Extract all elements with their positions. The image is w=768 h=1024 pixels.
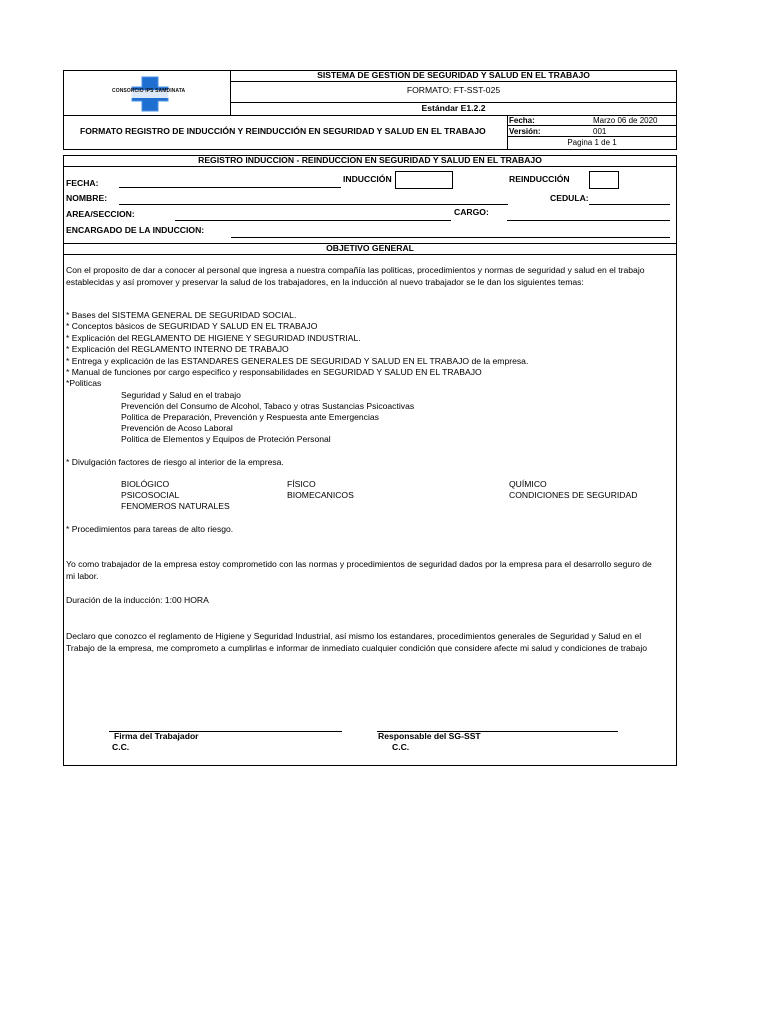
high-risk-procedures: * Procedimientos para tareas de alto riesgo. <box>66 524 234 534</box>
company-logo <box>110 76 190 112</box>
register-title: REGISTRO INDUCCION - REINDUCCION EN SEGURIDAD Y SALUD EN EL TRABAJO <box>198 155 542 165</box>
nombre-label: NOMBRE: <box>66 193 108 203</box>
cargo-field-line[interactable] <box>507 220 670 221</box>
worker-signature-label: Firma del Trabajador <box>114 731 199 741</box>
document-title: FORMATO REGISTRO DE INDUCCIÓN Y REINDUCCIÓN EN SEGURIDAD Y SALUD EN EL TRABAJO <box>80 126 486 136</box>
page-number: Pagina 1 de 1 <box>567 138 617 147</box>
declaration-line-1: Declaro que conozco el reglamento de Higiene y Seguridad Industrial, así mismo los estandares, procedimientos generales de Seguridad y Salud en el <box>66 631 642 641</box>
area-field-line[interactable] <box>175 220 451 221</box>
fecha-field-line[interactable] <box>119 187 341 188</box>
reinduccion-checkbox[interactable] <box>589 171 619 189</box>
topic-item: * Entrega y explicación de las ESTANDARES GENERALES DE SEGURIDAD Y SALUD EN EL TRABAJO de la empresa. <box>66 356 529 366</box>
induccion-label: INDUCCIÓN <box>343 174 392 184</box>
topic-item: *Politicas <box>66 378 102 388</box>
induction-duration: Duración de la inducción: 1:00 HORA <box>66 595 209 605</box>
topic-item: * Manual de funciones por cargo especifico y responsabilidades en SEGURIDAD Y SALUD EN EL TRABAJO <box>66 367 482 377</box>
commitment-line-1: Yo como trabajador de la empresa estoy comprometido con las normas y procedimientos de seguridad dados por la empresa para el desarrollo seguro de <box>66 559 652 569</box>
commitment-line-2: mi labor. <box>66 571 99 581</box>
risk-item: FÍSICO <box>287 479 316 489</box>
risk-item: BIOLÓGICO <box>121 479 170 489</box>
cargo-label: CARGO: <box>454 207 489 217</box>
encargado-label: ENCARGADO DE LA INDUCCION: <box>66 225 205 235</box>
responsible-signature-label: Responsable del SG-SST <box>378 731 481 741</box>
format-code: FORMATO: FT-SST-025 <box>406 85 501 95</box>
area-label: AREA/SECCION: <box>66 209 135 219</box>
policy-item: Politica de Elementos y Equipos de Proteción Personal <box>121 434 331 444</box>
intro-line-2: establecidas y así promover y preservar la salud de los trabajadores, en la inducción al nuevo trabajador se le dan los siguientes temas: <box>66 277 584 287</box>
objective-title: OBJETIVO GENERAL <box>326 243 414 253</box>
risk-item: QUÍMICO <box>509 479 547 489</box>
declaration-line-2: Trabajo de la empresa, me comprometo a cumplirlas e informar de inmediato cualquier condición que considere afecte mi salud y condiciones de trabajo <box>66 643 648 653</box>
cedula-label: CEDULA: <box>550 193 589 203</box>
cedula-field-line[interactable] <box>589 204 670 205</box>
logo-text: CONSORCIO IPS SAMDINATA <box>112 88 186 94</box>
responsible-cc-label: C.C. <box>392 742 410 752</box>
risk-item: CONDICIONES DE SEGURIDAD <box>509 490 638 500</box>
risk-item: FENOMEROS NATURALES <box>121 501 230 511</box>
fecha-label: Fecha: <box>509 116 535 125</box>
intro-line-1: Con el proposito de dar a conocer al personal que ingresa a nuestra compañía las politicas, procedimientos y normas de seguridad y salud en el trabajo <box>66 265 645 275</box>
worker-cc-label: C.C. <box>112 742 130 752</box>
topic-item: * Bases del SISTEMA GENERAL DE SEGURIDAD SOCIAL. <box>66 310 297 320</box>
reinduccion-label: REINDUCCIÓN <box>509 174 570 184</box>
version-label: Versión: <box>509 127 541 136</box>
risk-item: BIOMECANICOS <box>287 490 354 500</box>
fecha-value: Marzo 06 de 2020 <box>593 116 658 125</box>
topic-item: * Conceptos bàsicos de SEGURIDAD Y SALUD EN EL TRABAJO <box>66 321 318 331</box>
policy-item: Prevención del Consumo de Alcohol, Tabaco y otras Sustancias Psicoactivas <box>121 401 415 411</box>
version-value: 001 <box>593 127 607 136</box>
risk-item: PSICOSOCIAL <box>121 490 180 500</box>
policy-item: Seguridad y Salud en el trabajo <box>121 390 241 400</box>
encargado-field-line[interactable] <box>231 237 670 238</box>
topic-item: * Explicación del REGLAMENTO DE HIGIENE Y SEGURIDAD INDUSTRIAL. <box>66 333 361 343</box>
policy-item: Politica de Preparación, Prevención y Respuesta ante Emergencias <box>121 412 379 422</box>
standard-code: Estándar E1.2.2 <box>421 103 486 113</box>
system-title: SISTEMA DE GESTION DE SEGURIDAD Y SALUD EN EL TRABAJO <box>317 70 590 80</box>
fecha-field-label: FECHA: <box>66 178 99 188</box>
risk-intro: * Divulgación factores de riesgo al interior de la empresa. <box>66 457 284 467</box>
topic-item: * Explicación del REGLAMENTO INTERNO DE TRABAJO <box>66 344 289 354</box>
induccion-checkbox[interactable] <box>395 171 453 189</box>
nombre-field-line[interactable] <box>119 204 508 205</box>
policy-item: Prevención de Acoso Laboral <box>121 423 233 433</box>
